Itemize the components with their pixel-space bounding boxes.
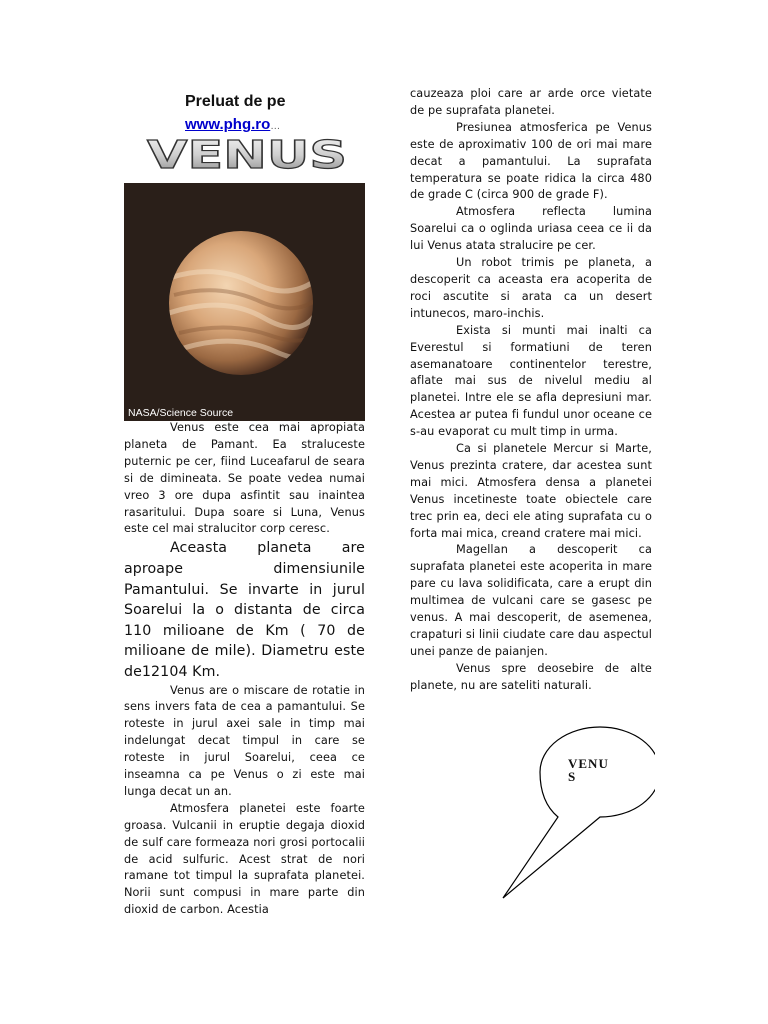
paragraph: Un robot trimis pe planeta, a descoperit ca aceasta era acoperita de roci ascutite si arata ca un desert intunecos, maro-inchis. [410,256,652,320]
paragraph: Venus spre deosebire de alte planete, nu are sateliti naturali. [410,661,652,692]
source-label: Preluat de pe [185,93,286,110]
callout-line-2: S [568,769,577,784]
speech-bubble-callout [495,722,655,902]
callout-text [568,757,628,783]
paragraph-large: Aceasta planeta are aproape dimensiunile Pamantului. Se invarte in jurul Soarelui la o distanta de circa 110 milioane de Km ( 70 de milioane de mile). Diametru este de12104 Km. [124,540,365,680]
paragraph: Magellan a descoperit ca suprafata planetei este acoperita in mare pare cu lava solidificata, care a erupt din multimea de vulcani care se gasesc pe venus. A mai descoperit, de asemenea, crapaturi si linii ciudate care dau aspectul unei panze de paianjen. [410,543,652,658]
venus-wordart [145,136,350,174]
paragraph: Venus este cea mai apropiata planeta de Pamant. Ea straluceste puternic pe cer, fiind Luceafarul de seara si de dimineata. Se poate vedea numai vreo 3 ore dupa asfintit sau inaintea rasaritului. Dupa soare si Luna, Venus este cel mai stralucitor corp ceresc. [124,421,365,536]
link-suffix: … [270,121,281,132]
paragraph: Atmosfera reflecta lumina Soarelui ca o oglinda uriasa ceea ce ii da lui Venus atata stralucire pe cer. [410,205,652,253]
header [185,90,285,138]
callout-line-1: VENU [568,756,609,771]
paragraph: Venus are o miscare de rotatie in sens invers fata de cea a pamantului. Se roteste in jurul axei sale in timp mai indelungat decat timpul in care se roteste in jurul Soarelui, ceea ce inseamna ca pe Venus o zi este mai lunga decat un an. [124,683,365,798]
venus-photo [124,183,365,421]
source-link[interactable]: www.phg.ro [185,116,271,133]
right-column [410,86,652,695]
venus-planet-image [124,183,365,421]
photo-credit: NASA/Science Source [128,407,234,419]
wordart-text: VENUS [147,136,347,174]
paragraph: Presiunea atmosferica pe Venus este de aproximativ 100 de ori mai mare decat a pamantului. La suprafata temperatura se poate ridica la circa 480 de grade C (circa 900 de grade F). [410,120,652,202]
paragraph: Ca si planetele Mercur si Marte, Venus prezinta cratere, dar acestea sunt mai mici. Atmosfera densa a planetei Venus incetineste toate obiectele care trec prin ea, deci ele ating suprafata cu o forta mai mica, creand cratere mai mici. [410,442,652,540]
paragraph: cauzeaza ploi care ar arde orce vietate de pe suprafata planetei. [410,87,652,117]
paragraph: Exista si munti mai inalti ca Everestul si formatiuni de teren asemanatoare continentelor terestre, aflate mai sus de nivelul mediu al planetei. Intre ele se afla depresiuni mar. Acestea ar putea fi fundul unor oceane ce s-au evaporat cu mult timp in urma. [410,323,652,439]
left-column [124,420,365,919]
paragraph: Atmosfera planetei este foarte groasa. Vulcanii in eruptie degaja dioxid de sulf care formeaza nori grosi portocalii de acid sulfuric. Acest strat de nori ramane tot timpul la suprafata planetei. Norii sunt compusi in mare parte din dioxid de carbon. Acestia [124,801,365,917]
